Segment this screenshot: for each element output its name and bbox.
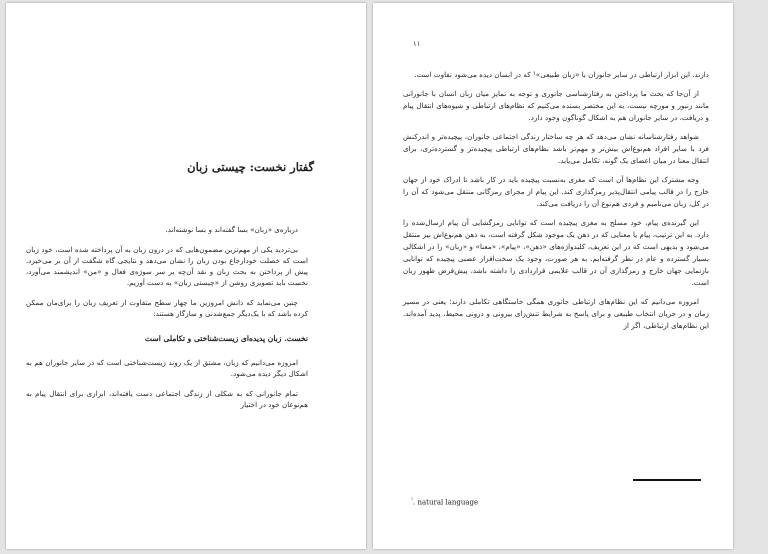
- right-page-body: [403, 69, 709, 339]
- footnote: [411, 497, 478, 506]
- paragraph: از آن‌جا که بحث ما پرداختن به رفتارشناسی جانوری و توجه به تمایز میان زبان انسان با جانورانی مانند زنبور و مورچه نیست، به این مختصر بسنده می‌کنیم که نظام‌های ارتباطی و شیوه‌های انتقال پیام و دریافت، در سایر جانوران هم به اشکال گوناگون وجود دارد.: [403, 89, 709, 122]
- paragraph: چنین می‌نماید که دانش امروزین ما چهار سطح متفاوت از تعریف زبان را برای‌مان ممکن کرده باشد که با یک‌دیگر جمع‌شدنی و سازگار هستند:: [26, 298, 308, 318]
- paragraph: این گیرنده‌ی پیام، خود مسلح به مغزی پیچیده است که توانایی رمزگشایی آن پیام ارسال‌شده را دارد. به این ترتیب، پیام یا معنایی که در ذهن یک موجود شکل گرفته است، به ذهن هم‌نوع‌اش نیز منتقل می‌شود و بدیهی است که در این تعریف، کلیدواژه‌های «ذهن»، «پیام»، «معنا» و «زبان» را در اشکالی بسیار گسترده و عام در نظر گرفته‌ایم. به هر صورت، وجود یک سخت‌افزار عصبی پیچیده که توانایی بازنمایی جهان خارج و رمزگذاری آن در قالب علایمی قراردادی را داشته باشد، پیش‌فرض ظهور زبان است.: [403, 218, 709, 287]
- paragraph: امروزه می‌دانیم که این نظام‌های ارتباطی جانوری همگی خاستگاهی تکاملی دارند؛ یعنی در مسیر زمان و در جریان انتخاب طبیعی و برای پاسخ به شرایط تنش‌زای بیرونی و درونی محیط، پدید آمده‌اند. این نظام‌های ارتباطی، اگر از: [403, 297, 709, 330]
- right-page: [373, 3, 733, 549]
- left-page-body: [26, 224, 308, 419]
- chapter-title: گفتار نخست: چیستی زبان: [187, 160, 314, 174]
- paragraph: وجه مشترک این نظام‌ها آن است که مغزی به‌نسبت پیچیده باید در کار باشد تا ادراک خود از جهان خارج را در قالب پیامی انتقال‌پذیر رمزگذاری کند. این پیام از مجرای رمزگانی منتقل می‌شود که آن را در کل، زبان می‌نامیم و فردی هم‌نوع آن را دریافت می‌کند.: [403, 175, 709, 208]
- footnote-marker: ¹: [411, 497, 414, 503]
- paragraph: تمام جانورانی که به شکلی از زندگی اجتماعی دست یافته‌اند، ابزاری برای انتقال پیام به هم‌نوعان خود در اختیار: [26, 389, 308, 409]
- paragraph: دارند. این ابزار ارتباطی در سایر جانوران با «زبان طبیعی»¹ که در انسان دیده می‌شود تفاوت است.: [414, 70, 709, 79]
- footnote-separator: [633, 479, 701, 481]
- paragraph: شواهد رفتارشناسانه نشان می‌دهد که هر چه ساختار زندگی اجتماعی جانوران، پیچیده‌تر و اندرکنش فرد با سایر افراد هم‌نوع‌اش بیش‌تر و مهم‌تر باشد نظام‌های ارتباطی پیچیده‌تر و گسترده‌تری، برای انتقال معنا در میان اعضای یک گونه، تکامل می‌یابد.: [403, 132, 709, 165]
- section-title: نخست. زبان پدیده‌ای زیست‌شناختی و تکاملی است: [144, 334, 308, 343]
- paragraph: بی‌تردید یکی از مهم‌ترین مضمون‌هایی که در درون زبان به آن پرداخته شده است، خود زبان است که خصلت خودارجاع بودن زبان را نشان می‌دهد و نتایجی گاه شگفت از آن بر می‌خیزد. پیش از پرداختن به بحث زبان و نقد آن‌چه بر سر سوژه‌ی فعال و «من» اندیشمند می‌آورد، نخست باید تصویری روشن از «چیستی زبان» به دست آوریم.: [26, 245, 308, 287]
- footnote-text: . natural language: [413, 498, 479, 507]
- paragraph: درباره‌ی «زبان» بسا گفته‌اند و بسا نوشته‌اند.: [165, 225, 298, 234]
- left-page: [6, 3, 366, 549]
- paragraph: امروزه می‌دانیم که زبان، مشتق از یک روند زیست‌شناختی است که در سایر جانوران هم به اشکال دیگر دیده می‌شود.: [26, 358, 308, 378]
- page-number: ۱۱: [413, 40, 421, 48]
